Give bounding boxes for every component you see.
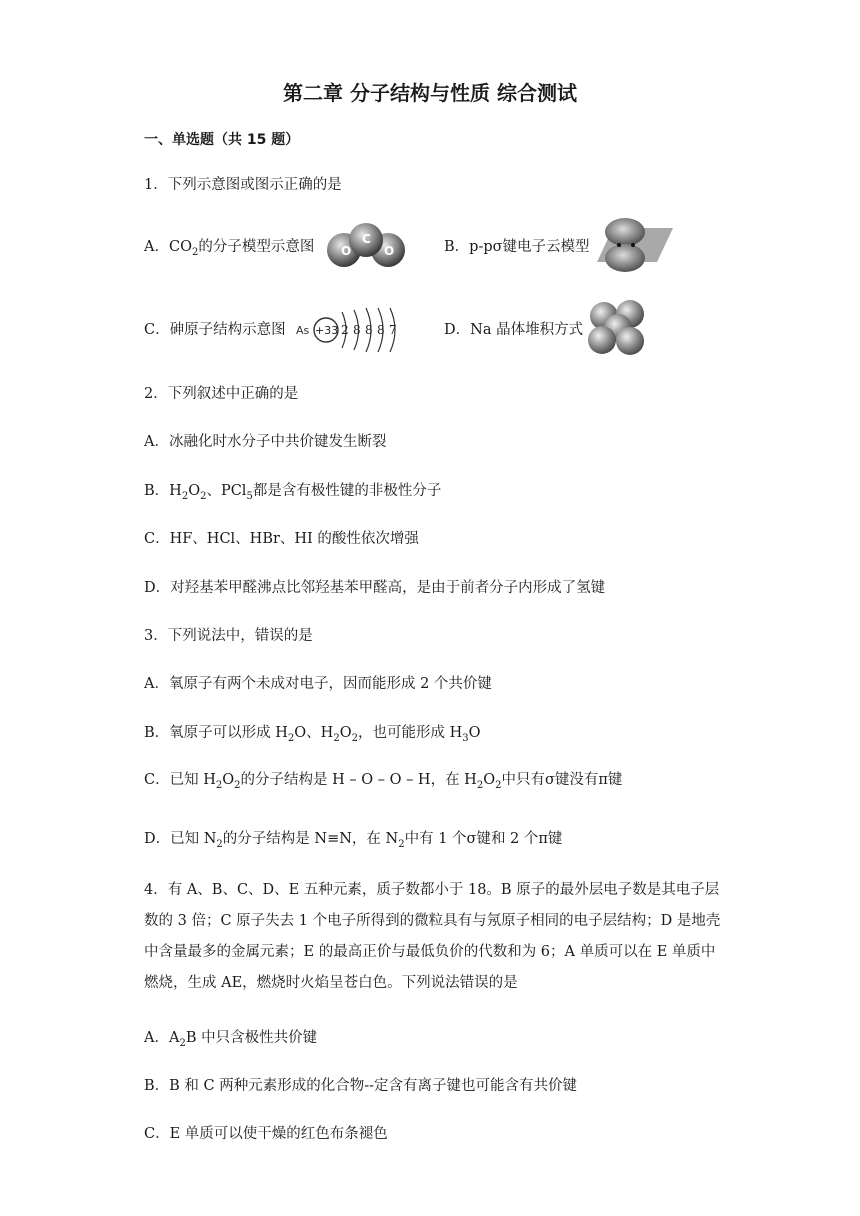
arsenic-atom-structure-image [294, 302, 406, 358]
q3-option-a: A．氧原子有两个未成对电子，因而能形成 2 个共价键 [144, 676, 492, 692]
co2-model-image [324, 220, 408, 270]
q2-option-d: D．对羟基苯甲醛沸点比邻羟基苯甲醛高，是由于前者分子内形成了氢键 [144, 580, 606, 596]
na-crystal-packing-image [584, 298, 650, 358]
q2-option-b: B．$H_2O_2$、PCl$_5$都是含有极性键的非极性分子 [144, 483, 442, 502]
q1-option-a: A．$CO_2$的分子模型示意图 [144, 239, 315, 258]
question-3-stem: 3．下列说法中，错误的是 [144, 628, 313, 644]
svg-text:2: 2 [341, 323, 349, 337]
q3-option-b: B．氧原子可以形成 $H_2O$、$H_2O_2$，也可能形成 $H_3O$ [144, 725, 481, 744]
p-p-sigma-orbital-image [595, 216, 675, 272]
q3-option-c: C．已知 $H_2O_2$的分子结构是 H – O – O – H，在 $H_2O_2$中只有σ键没有π键 [144, 772, 623, 791]
svg-text:8: 8 [353, 323, 361, 337]
question-4-stem: 4．有 A、B、C、D、E 五种元素，质子数都小于 18。B 原子的最外层电子数是其电子层数的 3 倍；C 原子失去 1 个电子所得到的微粒具有与氖原子相同的电子层结构；D 是地壳中含量最多的金属元素；E 的最高正价与最低负价的代数和为 6；A 单质可以在 E 单质中燃烧，生成 AE，燃烧时火焰呈苍白色。下列说法错误的是 [144, 882, 721, 991]
svg-text:8: 8 [377, 323, 385, 337]
svg-text:8: 8 [365, 323, 373, 337]
section-heading: 一、单选题（共 15 题） [144, 132, 300, 148]
q4-option-b: B．B 和 C 两种元素形成的化合物--定含有离子键也可能含有共价键 [144, 1078, 578, 1094]
q4-option-a: A．$A_2B$ 中只含极性共价键 [144, 1030, 318, 1049]
q2-option-a: A．冰融化时水分子中共价键发生断裂 [144, 434, 387, 450]
q1-option-d: D．Na 晶体堆积方式 [444, 322, 584, 338]
co2-atom-c: C [362, 232, 371, 246]
q2-option-c: C．HF、HCl、HBr、HI 的酸性依次增强 [144, 531, 419, 547]
q4-option-c: C．E 单质可以使干燥的红色布条褪色 [144, 1126, 388, 1142]
co2-atom-o-left: O [341, 244, 352, 258]
svg-text:+33: +33 [315, 324, 339, 337]
page-title: 第二章 分子结构与性质 综合测试 [283, 81, 577, 105]
question-1-stem: 1．下列示意图或图示正确的是 [144, 177, 342, 193]
question-2-stem: 2．下列叙述中正确的是 [144, 386, 299, 402]
svg-text:7: 7 [389, 323, 397, 337]
co2-atom-o-right: O [384, 244, 395, 258]
svg-text:As: As [296, 324, 310, 337]
q1-option-c: C．砷原子结构示意图 [144, 322, 286, 338]
q3-option-d: D．已知 $N_2$的分子结构是 N≡N，在 $N_2$中有 1 个σ键和 2 个π键 [144, 831, 563, 850]
q1-option-b: B．p-pσ键电子云模型 [444, 239, 590, 255]
